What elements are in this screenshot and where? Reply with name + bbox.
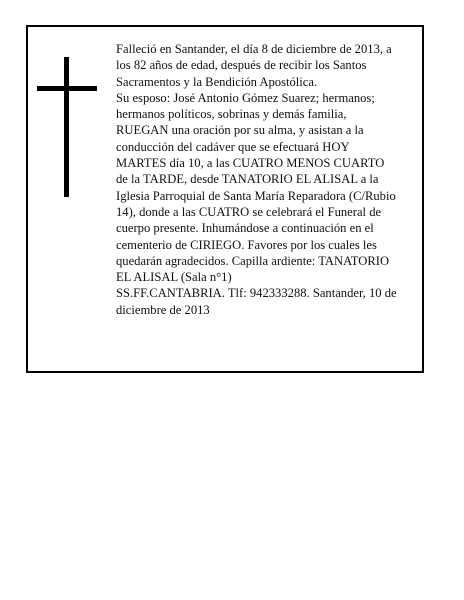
text-line: cuerpo presente. Inhumándose a continuación en el bbox=[116, 221, 374, 236]
text-line: conducción del cadáver que se efectuará HOY bbox=[116, 139, 350, 154]
obituary-text bbox=[116, 41, 416, 318]
text-line: SS.FF.CANTABRIA. Tlf: 942333288. Santander, 10 de bbox=[116, 286, 397, 301]
text-line: hermanos políticos, sobrinas y demás familia, bbox=[116, 107, 347, 122]
text-line: diciembre de 2013 bbox=[116, 302, 210, 317]
cross-horizontal-bar bbox=[37, 86, 97, 91]
text-line: los 82 años de edad, después de recibir los Santos bbox=[116, 58, 367, 73]
text-line: RUEGAN una oración por su alma, y asistan a la bbox=[116, 123, 364, 138]
text-line: quedarán agradecidos. Capilla ardiente: TANATORIO bbox=[116, 253, 390, 268]
text-line: de la TARDE, desde TANATORIO EL ALISAL a la bbox=[116, 172, 379, 187]
text-line: MARTES día 10, a las CUATRO MENOS CUARTO bbox=[116, 156, 385, 171]
text-line: Iglesia Parroquial de Santa María Reparadora (C/Rubio bbox=[116, 188, 396, 203]
text-line: 14), donde a las CUATRO se celebrará el Funeral de bbox=[116, 204, 382, 219]
cross-vertical-bar bbox=[64, 57, 69, 197]
text-line: Sacramentos y la Bendición Apostólica. bbox=[116, 74, 318, 89]
text-line: Falleció en Santander, el día 8 de diciembre de 2013, a bbox=[116, 42, 392, 56]
text-line: cementerio de CIRIEGO. Favores por los cuales les bbox=[116, 237, 377, 252]
text-line: Su esposo: José Antonio Gómez Suarez; hermanos; bbox=[116, 90, 375, 105]
obituary-notice bbox=[26, 25, 424, 373]
text-line: EL ALISAL (Sala n°1) bbox=[116, 270, 232, 285]
